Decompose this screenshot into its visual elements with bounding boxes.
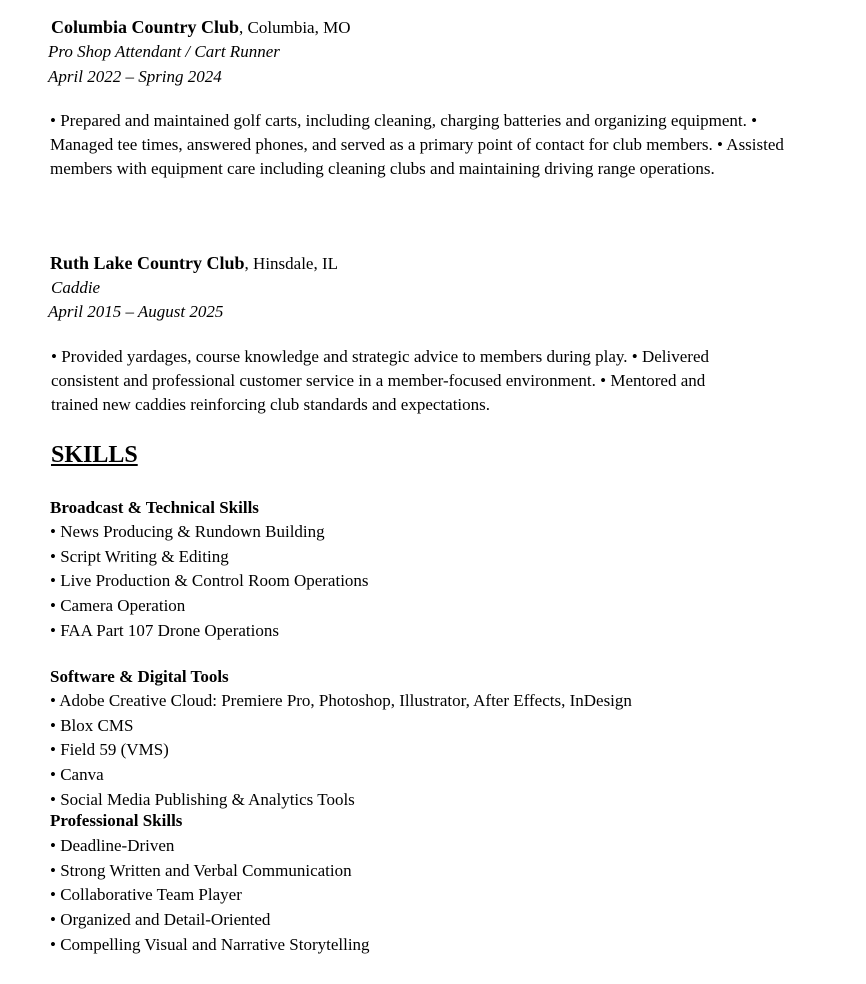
skill-item: • Compelling Visual and Narrative Storytelling bbox=[50, 934, 370, 954]
job-description: • Prepared and maintained golf carts, including cleaning, charging batteries and organizing equipment. • Managed tee times, answered phones, and served as a primary point of contact for club members. • Assisted members with equipment care including cleaning clubs and maintaining driving range operations. bbox=[50, 111, 784, 178]
section-title-skills: SKILLS bbox=[51, 442, 138, 468]
job-title: Pro Shop Attendant / Cart Runner bbox=[48, 42, 280, 61]
skill-item: • Field 59 (VMS) bbox=[50, 740, 169, 760]
skill-list bbox=[50, 520, 369, 643]
skill-item: • Live Production & Control Room Operations bbox=[50, 571, 369, 591]
skill-item: • Script Writing & Editing bbox=[50, 546, 229, 566]
skill-item: • Organized and Detail-Oriented bbox=[50, 910, 271, 930]
skill-group-title: Software & Digital Tools bbox=[50, 667, 229, 686]
skill-group-title: Broadcast & Technical Skills bbox=[50, 498, 259, 517]
skill-group-title: Professional Skills bbox=[50, 811, 183, 830]
experience-header-2 bbox=[50, 251, 338, 276]
experience-header-1 bbox=[51, 15, 351, 40]
skill-item: • Social Media Publishing & Analytics Tools bbox=[50, 789, 355, 809]
skill-item: • Canva bbox=[50, 765, 104, 785]
employer-name: Columbia Country Club bbox=[51, 17, 240, 37]
skill-item: • Collaborative Team Player bbox=[50, 885, 242, 905]
skill-list bbox=[50, 834, 370, 957]
skill-item: • Camera Operation bbox=[50, 596, 186, 616]
job-description: • Provided yardages, course knowledge and strategic advice to members during play. • Delivered consistent and professional customer service in a member-focused environment. • Mentored and trained new caddies reinforcing club standards and expectations. bbox=[51, 347, 710, 414]
job-dates: April 2015 – August 2025 bbox=[48, 302, 224, 321]
skill-item: • Strong Written and Verbal Communication bbox=[50, 860, 352, 880]
skill-item: • Blox CMS bbox=[50, 715, 134, 735]
skill-item: • Adobe Creative Cloud: Premiere Pro, Photoshop, Illustrator, After Effects, InDesign bbox=[50, 691, 632, 710]
job-title: Caddie bbox=[51, 278, 101, 297]
skill-list bbox=[50, 689, 632, 812]
job-dates: April 2022 – Spring 2024 bbox=[48, 67, 222, 86]
employer-location: , Hinsdale, IL bbox=[244, 254, 339, 273]
skill-item: • News Producing & Rundown Building bbox=[50, 522, 325, 541]
skill-item: • FAA Part 107 Drone Operations bbox=[50, 620, 279, 640]
employer-location: , Columbia, MO bbox=[239, 18, 351, 37]
skill-item: • Deadline-Driven bbox=[50, 836, 175, 855]
employer-name: Ruth Lake Country Club bbox=[50, 253, 245, 273]
